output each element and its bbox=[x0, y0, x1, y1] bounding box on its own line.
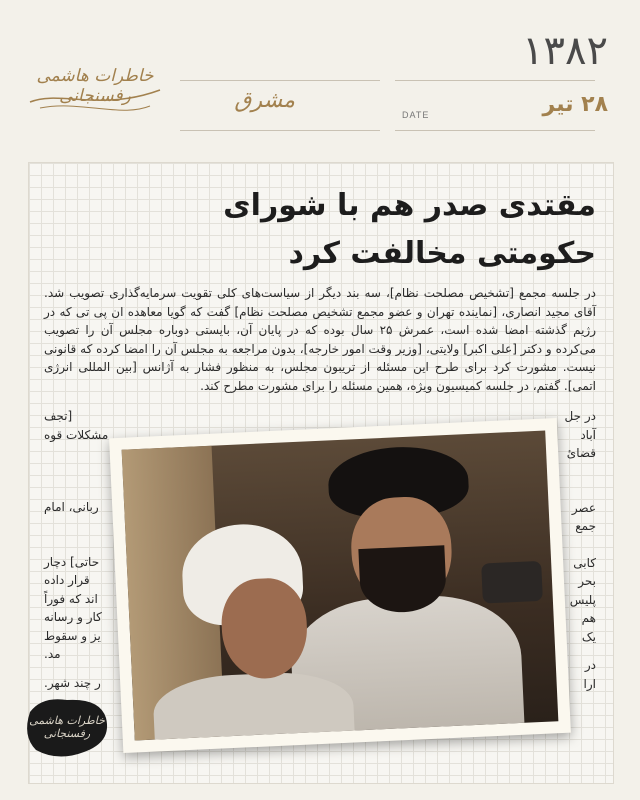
partial-line-end: ر چند شهر. bbox=[44, 675, 101, 690]
partial-line: قضائ bbox=[566, 446, 596, 460]
partial-line-end: قرار داده bbox=[44, 573, 90, 587]
partial-line: هم bbox=[581, 611, 596, 625]
stamp-text: خاطرات هاشمی رفسنجانی bbox=[29, 714, 105, 740]
day-month: ۲۸ تیر bbox=[542, 92, 608, 117]
partial-line-end: ربانی، امام bbox=[44, 500, 99, 514]
article-paragraph: در جلسه مجمع [تشخیص مصلحت نظام]، سه بند دیگر از سیاست‌های کلی تقویت سرمایه‌گذاری تصویب شد. آقای مجید انصاری، [نماینده تهران و عضو مجمع تشخیص مصلحت نظام] گفت که گویا معاهده ان پی تی که در رژیم گذشته امضا شده است، عمرش ۲۵ سال بوده که در پایان آن، بایستی دوباره مجلس آن را تصویب می‌کرده و دکتر [علی اکبر] ولایتی، [وزیر وقت امور خارجه]، بدون مراجعه به مجلس آن را امضا کرده که قانونی نیست. مشورت کرد برای طرح این مسئله از تریبون مجلس، به منظور فشار به آژانس [بین المللی انرژی اتمی]. گفتم، در جلسه کمیسیون ویژه، همین مسئله را برای مشورت مطرح کند. bbox=[44, 286, 596, 393]
partial-line: کابی bbox=[573, 555, 596, 570]
microphone-icon bbox=[481, 561, 543, 604]
news-photo bbox=[122, 431, 559, 741]
partial-line: در bbox=[584, 658, 596, 672]
partial-line-end: کار و رسانه bbox=[44, 610, 102, 624]
signature: مشرق bbox=[234, 88, 295, 113]
brand-logo bbox=[20, 60, 170, 120]
partial-line: جمع bbox=[575, 519, 596, 533]
partial-line: یک bbox=[581, 629, 596, 644]
partial-line-end: یز و سقوط bbox=[44, 628, 101, 643]
photo-card bbox=[109, 418, 571, 753]
partial-line: ارا bbox=[583, 676, 596, 691]
signature-line bbox=[180, 130, 380, 131]
brand-stamp bbox=[22, 692, 112, 762]
article-headline: مقتدی صدر هم با شورای حکومتی مخالفت کرد bbox=[223, 188, 596, 271]
partial-line: آباد bbox=[580, 427, 596, 442]
date-label: DATE bbox=[402, 110, 430, 120]
header-divider bbox=[395, 80, 595, 81]
partial-line-end: اند که فوراً bbox=[44, 591, 98, 606]
date-line bbox=[395, 130, 595, 131]
header-divider bbox=[180, 80, 380, 81]
partial-line-end: حاتی] دچار bbox=[44, 554, 100, 569]
partial-line: بحر bbox=[578, 574, 596, 588]
partial-line: در جل bbox=[564, 409, 596, 423]
partial-line-end: [تجف bbox=[44, 409, 73, 423]
year: ۱۳۸۲ bbox=[522, 29, 608, 73]
partial-line: عصر bbox=[571, 500, 596, 515]
partial-line-end: مد. bbox=[44, 647, 61, 661]
partial-line: پلیس bbox=[569, 592, 596, 607]
brand-name: خاطرات هاشمی رفسنجانی bbox=[36, 66, 154, 106]
partial-line-end: مشکلات قوه bbox=[44, 427, 109, 442]
